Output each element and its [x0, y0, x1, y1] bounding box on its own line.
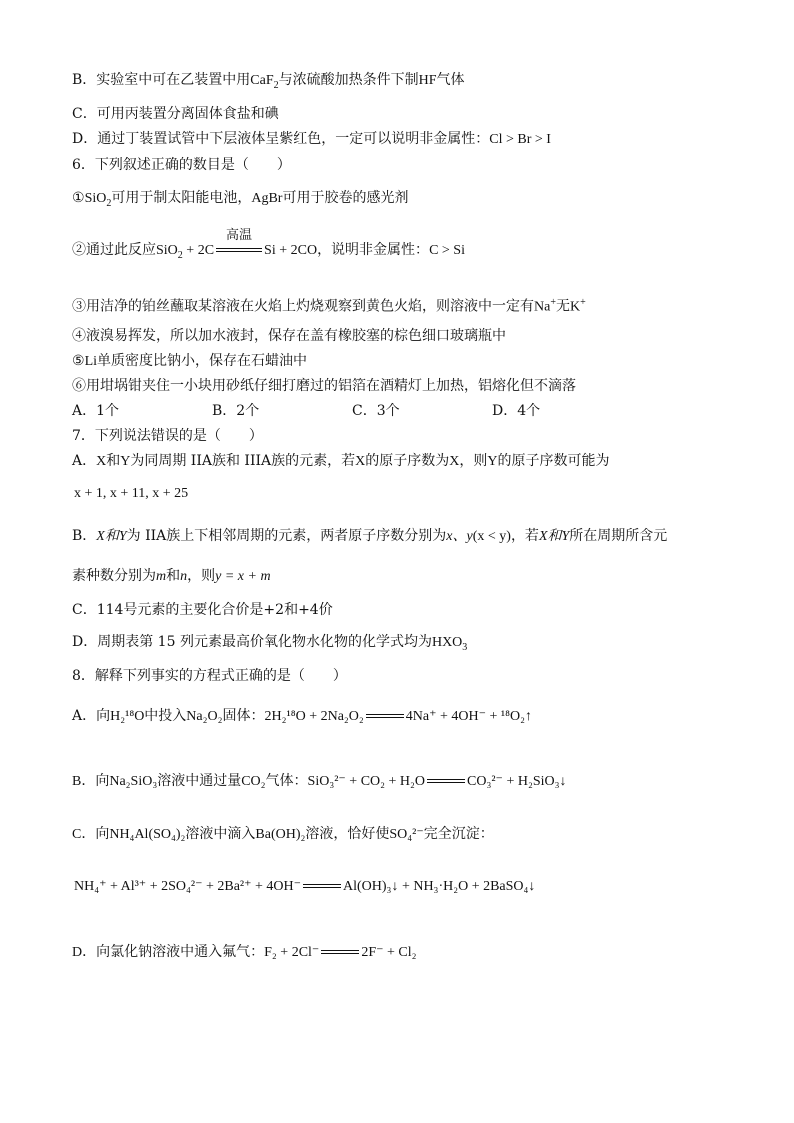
equals-bar — [427, 779, 465, 783]
q7-b-then: ，则 — [187, 568, 216, 584]
q6-options — [72, 401, 540, 421]
q7-b-eq: y = x + m — [215, 569, 271, 584]
caf2-sub: 2 — [273, 79, 279, 91]
q8-a-text: 向H₂¹⁸O中投入Na₂O₂固体： — [96, 709, 265, 724]
sio2-sub: 2 — [106, 197, 112, 209]
q7-a-xy: X和Y — [96, 454, 131, 469]
q5-option-b — [72, 70, 465, 96]
q5-b-end: 气体 — [436, 72, 465, 88]
q7-option-b — [72, 526, 667, 547]
q7-b-xy: X和Y — [96, 529, 127, 544]
hxo3-sub: 3 — [462, 641, 468, 653]
s1-mid: 可用于制太阳能电池， — [111, 190, 252, 206]
q7-option-b-line2 — [72, 566, 271, 587]
q8-c-lhs: NH₄⁺ + Al³⁺ + 2SO₄²⁻ + 2Ba²⁺ + 4OH⁻ — [74, 879, 302, 894]
q6-statement-5 — [72, 351, 307, 372]
q8-option-a — [72, 706, 532, 727]
q6-statement-6: ⑥用坩埚钳夹住一小块用砂纸仔细打磨过的铝箔在酒精灯上加热，铝熔化但不滴落 — [72, 378, 576, 394]
q7-b-n: n — [180, 569, 188, 584]
q8-a-marker: A． — [72, 708, 97, 724]
q8-a-lhs: 2H₂¹⁸O + 2Na₂O₂ — [264, 709, 364, 724]
q8-d-rhs: 2F⁻ + Cl₂ — [361, 945, 417, 960]
hf-formula: HF — [418, 73, 437, 88]
q5-b-text-2: 与浓硫酸加热条件下制 — [278, 72, 419, 88]
q7-b-m: m — [156, 569, 167, 584]
q7-b-marker: B． — [72, 528, 97, 544]
q8-option-b — [72, 771, 567, 792]
q7-a-y: Y — [487, 454, 498, 469]
q7-b-mid1: 为 IIA族上下相邻周期的元素，两者原子序数分别为 — [126, 528, 447, 544]
q7-b-line2-pre: 素种数分别为 — [72, 568, 156, 584]
q7-a-mid1: 为同周期 IIA族和 IIIA族的元素，若 — [130, 453, 356, 469]
li-symbol: Li — [84, 354, 98, 369]
q8-d-text: D．向氯化钠溶液中通入氟气： — [72, 945, 265, 960]
q6-option-d[interactable]: D．4个 — [492, 403, 541, 419]
q8-stem: 8．解释下列事实的方程式正确的是（ ） — [72, 668, 347, 684]
sio2-formula: SiO — [84, 191, 107, 206]
q6-option-b[interactable]: B．2个 — [212, 403, 260, 419]
s2-products: Si + 2CO — [264, 243, 318, 258]
high-temp-arrow — [214, 228, 264, 260]
q5-option-c: C．可用丙装置分离固体食盐和碘 — [72, 106, 279, 122]
s2-sio2: SiO — [156, 243, 178, 258]
high-temp-label: 高温 — [226, 228, 253, 243]
s2-post: ，说明非金属性： — [317, 242, 430, 258]
hxo3-formula: HXO — [431, 635, 463, 650]
s2-pre: ②通过此反应 — [72, 242, 156, 258]
q7-b-vars: x、y — [446, 529, 473, 544]
q5-d-math: Cl > Br > I — [489, 132, 551, 147]
s2-plus: + 2C — [182, 243, 215, 258]
q8-b-text: B．向Na₂SiO₃溶液中通过量CO₂气体： — [72, 774, 308, 789]
q5-d-text: D．通过丁装置试管中下层液体呈紫红色，一定可以说明非金属性： — [72, 131, 490, 147]
s3-mid: 无 — [555, 298, 570, 315]
s3-pre: ③用洁净的铂丝蘸取某溶液在火焰上灼烧观察到黄色火焰，则溶液中一定有 — [72, 298, 534, 315]
q8-c-rhs: Al(OH)₃↓ + NH₃·H₂O + 2BaSO₄↓ — [343, 879, 536, 894]
q8-b-lhs: SiO₃²⁻ + CO₂ + H₂O — [307, 774, 426, 789]
q7-b-xy2: X和Y — [538, 529, 570, 544]
s1-post: 可用于胶卷的感光剂 — [282, 190, 409, 206]
q8-d-lhs: F₂ + 2Cl⁻ — [264, 945, 320, 960]
s2-math: C > Si — [429, 243, 465, 258]
q5-option-d — [72, 129, 551, 150]
q6-statement-1 — [72, 188, 408, 214]
q7-a-mid2: 的原子序数为 — [365, 453, 450, 469]
q8-b-rhs: CO₃²⁻ + H₂SiO₃↓ — [467, 774, 567, 789]
q6-stem: 6．下列叙述正确的数目是（ ） — [72, 157, 291, 173]
agbr-formula: AgBr — [251, 191, 283, 206]
q7-option-d — [72, 632, 467, 658]
equals-bar — [366, 714, 404, 718]
q8-option-c — [72, 824, 494, 845]
k-charge: + — [580, 297, 586, 308]
q6-option-a[interactable]: A．1个 — [72, 403, 120, 419]
q8-option-c-equation — [74, 876, 535, 897]
na-charge: + — [550, 297, 556, 308]
q7-a-x2: X — [449, 454, 460, 469]
k-ion: K — [569, 299, 581, 315]
q7-b-post: 所在周期所含元 — [569, 528, 668, 544]
q7-a-expression: x + 1, x + 11, x + 25 — [74, 486, 189, 501]
q7-b-and: 和 — [166, 568, 181, 584]
q6-statement-2 — [72, 228, 465, 266]
q8-a-rhs: 4Na⁺ + 4OH⁻ + ¹⁸O₂↑ — [405, 709, 532, 724]
s1-marker: ① — [72, 190, 85, 206]
s5-marker: ⑤ — [72, 353, 85, 369]
q7-a-post: 的原子序数可能为 — [497, 453, 610, 469]
s2-sub: 2 — [177, 249, 183, 261]
q6-statement-4: ④液溴易挥发，所以加水液封，保存在盖有橡胶塞的棕色细口玻璃瓶中 — [72, 328, 506, 344]
equals-bar — [303, 884, 341, 888]
q7-a-x: X — [355, 454, 366, 469]
equals-bar — [321, 950, 359, 954]
q6-option-c[interactable]: C．3个 — [352, 403, 400, 419]
q7-stem: 7．下列说法错误的是（ ） — [72, 428, 263, 444]
q7-option-a — [72, 451, 610, 472]
q7-a-mid3: ，则 — [459, 453, 488, 469]
s5-post: 单质密度比钠小，保存在石蜡油中 — [97, 353, 308, 369]
caf2-formula: CaF — [250, 73, 274, 88]
q7-option-c: C．114号元素的主要化合价是+2和+4价 — [72, 602, 333, 618]
q7-b-mid2: ，若 — [510, 528, 539, 544]
q8-option-d — [72, 942, 417, 963]
q5-b-text: B．实验室中可在乙装置中用 — [72, 72, 251, 88]
q8-c-text: C．向NH₄Al(SO₄)₂溶液中滴入Ba(OH)₂溶液，恰好使SO₄²⁻完全沉淀： — [72, 827, 494, 842]
na-ion: Na — [534, 299, 551, 315]
q6-statement-3 — [72, 293, 586, 318]
q7-a-marker: A． — [72, 453, 97, 469]
q7-d-pre: D．周期表第 15 列元素最高价氧化物水化物的化学式均为 — [72, 634, 432, 650]
q7-b-cond: (x < y) — [472, 529, 511, 544]
equals-bar — [216, 248, 262, 252]
